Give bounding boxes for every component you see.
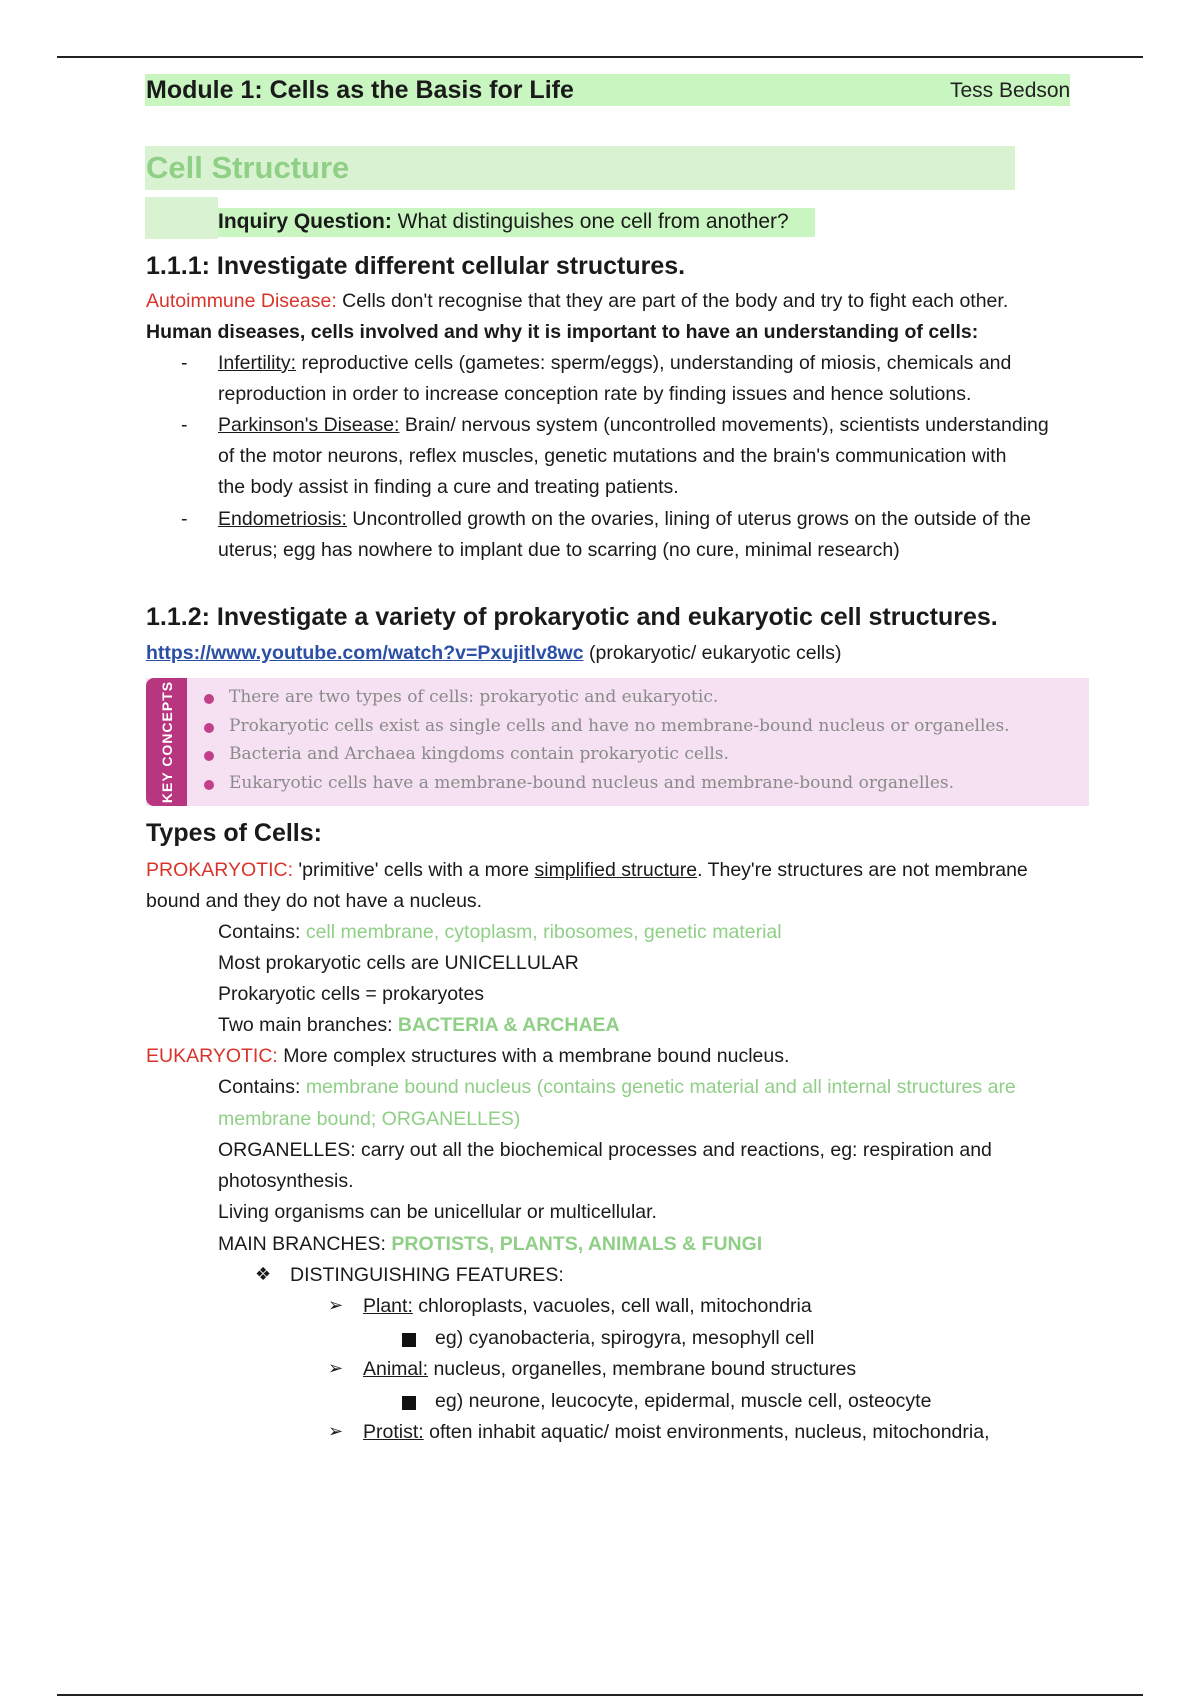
arrow-bullet-icon: ➢	[328, 1295, 344, 1315]
organelles-line: ORGANELLES: carry out all the biochemical processes and reactions, eg: respiration and	[218, 1139, 992, 1161]
list-item-infertility	[218, 352, 1011, 375]
autoimmune-text: Cells don't recognise that they are part of the body and try to fight each other.	[336, 290, 1009, 312]
contains-value: cell membrane, cytoplasm, ribosomes, genetic material	[305, 921, 782, 943]
inquiry-question	[218, 210, 789, 234]
prokaryotic-label: PROKARYOTIC:	[146, 859, 294, 881]
prokaryotic-underlined: simplified structure	[534, 859, 698, 881]
top-rule	[57, 56, 1143, 58]
plant-label: Plant:	[363, 1295, 413, 1317]
animal-line	[363, 1358, 856, 1381]
autoimmune-line	[146, 290, 1008, 313]
inquiry-label: Inquiry Question:	[218, 210, 392, 233]
list-item-line: reproduction in order to increase conception rate by finding issues and hence solutions.	[218, 383, 972, 405]
item-label: Infertility:	[218, 352, 297, 374]
organelles-line-2: photosynthesis.	[218, 1170, 354, 1192]
arrow-bullet-icon: ➢	[328, 1421, 344, 1441]
link-suffix: (prokaryotic/ eukaryotic cells)	[583, 642, 842, 664]
section-title: Cell Structure	[146, 150, 350, 185]
prokaryotic-branches	[218, 1014, 620, 1037]
eukaryotic-label: EUKARYOTIC:	[146, 1045, 278, 1067]
types-of-cells-heading: Types of Cells:	[146, 819, 322, 847]
prokaryotic-contains	[218, 921, 782, 944]
bottom-rule	[57, 1694, 1143, 1696]
arrow-bullet-icon: ➢	[328, 1358, 344, 1378]
square-bullet-icon	[402, 1333, 416, 1347]
item-text: Uncontrolled growth on the ovaries, lining of uterus grows on the outside of the	[346, 508, 1031, 530]
protist-line	[363, 1421, 990, 1444]
eukaryotic-contains-2: membrane bound; ORGANELLES)	[218, 1108, 521, 1130]
key-concepts-label: KEY CONCEPTS	[159, 680, 175, 804]
list-item-line: uterus; egg has nowhere to implant due to scarring (no cure, minimal research)	[218, 539, 900, 561]
bullet-icon	[204, 723, 214, 733]
inquiry-indent-highlight	[145, 197, 218, 239]
key-concept-item: Bacteria and Archaea kingdoms contain prokaryotic cells.	[229, 744, 729, 764]
video-link-line	[146, 642, 841, 665]
prokaryotic-line	[146, 859, 1028, 882]
eukaryotic-line	[146, 1045, 789, 1068]
main-branches-line	[218, 1233, 762, 1256]
square-bullet-icon	[402, 1396, 416, 1410]
item-text: reproductive cells (gametes: sperm/eggs), understanding of miosis, chemicals and	[296, 352, 1012, 374]
animal-example: eg) neurone, leucocyte, epidermal, muscle cell, osteocyte	[435, 1390, 932, 1412]
autoimmune-label: Autoimmune Disease:	[146, 290, 337, 312]
list-item-line: of the motor neurons, reflex muscles, genetic mutations and the brain's communication with	[218, 445, 1007, 467]
branches-label: MAIN BRANCHES:	[218, 1233, 392, 1255]
contains-label: Contains:	[218, 921, 306, 943]
contains-value: membrane bound nucleus (contains genetic material and all internal structures are	[305, 1076, 1016, 1098]
eukaryotic-text: More complex structures with a membrane bound nucleus.	[277, 1045, 790, 1067]
item-label: Endometriosis:	[218, 508, 347, 530]
list-item-endometriosis	[218, 508, 1031, 531]
plant-text: chloroplasts, vacuoles, cell wall, mitochondria	[412, 1295, 812, 1317]
human-diseases-heading: Human diseases, cells involved and why it is important to have an understanding of cells:	[146, 321, 979, 343]
protist-label: Protist:	[363, 1421, 424, 1443]
prokaryotic-text-end: . They're structures are not membrane	[697, 859, 1028, 881]
bullet-icon	[204, 780, 214, 790]
branches-label: Two main branches:	[218, 1014, 398, 1036]
list-dash: -	[181, 508, 188, 530]
key-concept-item: Eukaryotic cells have a membrane-bound nucleus and membrane-bound organelles.	[229, 773, 955, 793]
list-dash: -	[181, 414, 188, 436]
prokaryotic-line-2: bound and they do not have a nucleus.	[146, 890, 483, 912]
branches-value: PROTISTS, PLANTS, ANIMALS & FUNGI	[391, 1233, 763, 1255]
prokaryotic-text: 'primitive' cells with a more	[293, 859, 535, 881]
list-dash: -	[181, 352, 188, 374]
item-text: Brain/ nervous system (uncontrolled movements), scientists understanding	[399, 414, 1049, 436]
plant-example: eg) cyanobacteria, spirogyra, mesophyll cell	[435, 1327, 815, 1349]
contains-label: Contains:	[218, 1076, 306, 1098]
living-organisms-line: Living organisms can be unicellular or multicellular.	[218, 1201, 657, 1223]
list-item-parkinsons	[218, 414, 1049, 437]
youtube-link[interactable]: https://www.youtube.com/watch?v=Pxujitlv8wc	[146, 642, 584, 664]
bullet-icon	[204, 751, 214, 761]
branches-value: BACTERIA & ARCHAEA	[397, 1014, 620, 1036]
key-concept-item: Prokaryotic cells exist as single cells and have no membrane-bound nucleus or organelles.	[229, 716, 1010, 736]
protist-text: often inhabit aquatic/ moist environments, nucleus, mitochondria,	[423, 1421, 990, 1443]
heading-1-1-2: 1.1.2: Investigate a variety of prokaryotic and eukaryotic cell structures.	[146, 603, 998, 631]
list-item-line: the body assist in finding a cure and treating patients.	[218, 476, 679, 498]
bullet-icon	[204, 694, 214, 704]
heading-1-1-1: 1.1.1: Investigate different cellular structures.	[146, 252, 686, 280]
plant-line	[363, 1295, 812, 1318]
prokaryotic-unicellular: Most prokaryotic cells are UNICELLULAR	[218, 952, 579, 974]
author-name: Tess Bedson	[950, 79, 1071, 102]
distinguishing-features: DISTINGUISHING FEATURES:	[290, 1264, 564, 1286]
inquiry-text: What distinguishes one cell from another?	[391, 210, 789, 233]
animal-text: nucleus, organelles, membrane bound structures	[428, 1358, 857, 1380]
item-label: Parkinson's Disease:	[218, 414, 400, 436]
diamond-bullet-icon: ❖	[255, 1264, 272, 1284]
key-concept-item: There are two types of cells: prokaryotic and eukaryotic.	[229, 687, 719, 707]
eukaryotic-contains	[218, 1076, 1016, 1099]
prokaryotic-prokaryotes: Prokaryotic cells = prokaryotes	[218, 983, 485, 1005]
animal-label: Animal:	[363, 1358, 429, 1380]
module-title: Module 1: Cells as the Basis for Life	[146, 76, 574, 104]
